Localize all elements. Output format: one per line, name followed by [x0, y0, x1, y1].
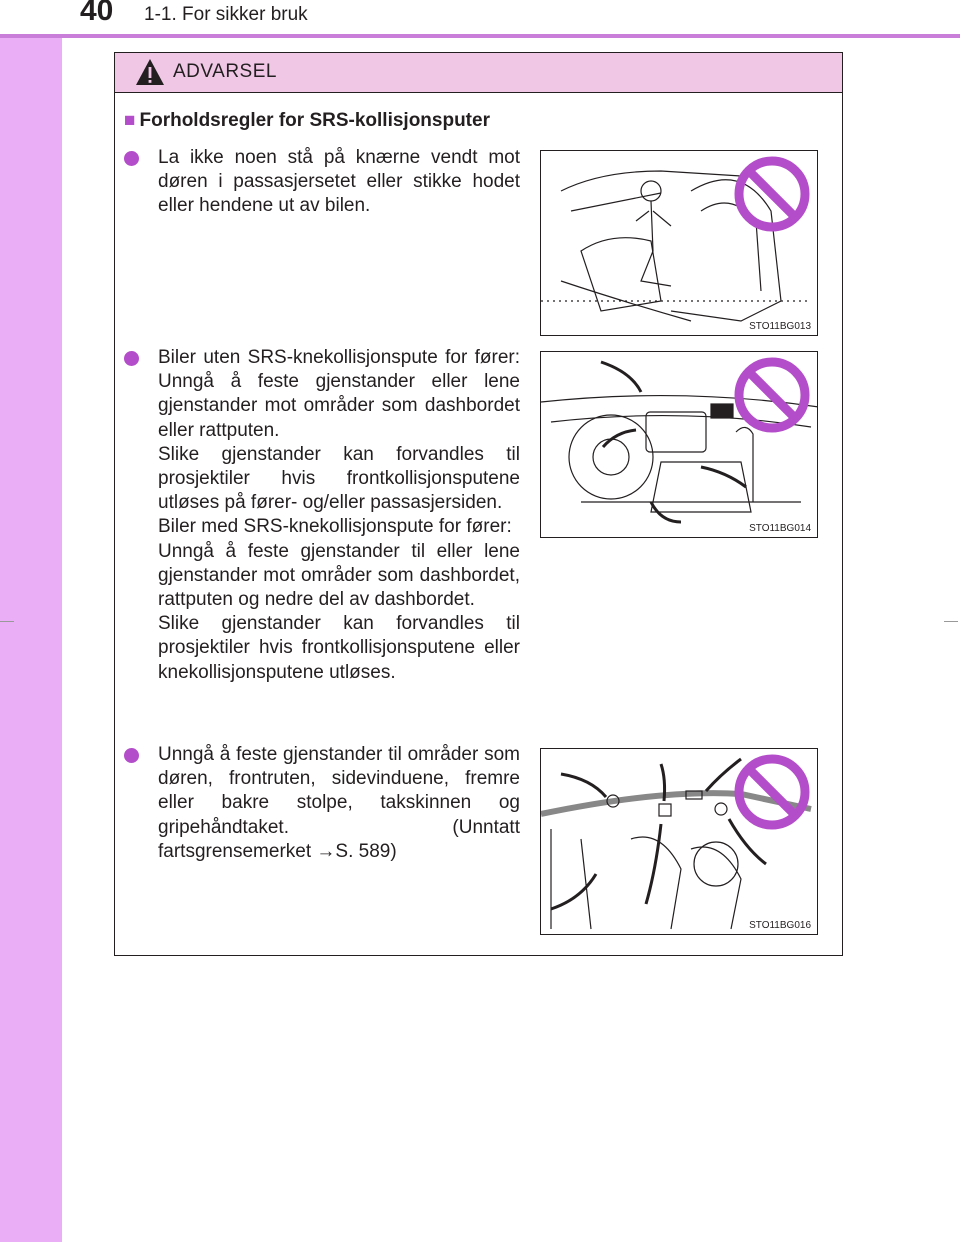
- crop-mark-right: [944, 621, 958, 622]
- prohibited-sign-icon: [733, 356, 811, 434]
- square-bullet-icon: ■: [124, 110, 136, 131]
- warning-item-text: La ikke noen stå på knærne vendt mot døren i passasjersetet eller stikke hodet eller hendene ut av bilen.: [158, 147, 520, 217]
- warning-item-2: [124, 346, 520, 685]
- prohibited-sign-icon: [733, 753, 811, 831]
- figure-code: STO11BG016: [749, 920, 811, 931]
- warning-triangle-icon: [135, 57, 165, 87]
- crop-mark-left: [0, 621, 14, 622]
- figure-code: STO11BG013: [749, 321, 811, 332]
- bullet-dot-icon: [124, 151, 139, 166]
- chapter-title: 1-1. For sikker bruk: [144, 4, 308, 25]
- warning-item-1: [124, 146, 520, 219]
- warning-title: ADVARSEL: [173, 61, 277, 82]
- prohibited-sign-icon: [733, 155, 811, 233]
- illustration-interior-pillars: [540, 748, 818, 935]
- page-number: 40: [80, 0, 114, 27]
- bullet-dot-icon: [124, 351, 139, 366]
- warning-item-3: [124, 743, 520, 864]
- warning-item-text: Biler uten SRS-knekollisjonspute for fører: Unngå å feste gjenstander eller lene gjenstander mot områder som dashbordet eller rattputen. Slike gjenstander kan forvandles til prosjektiler hvis frontkollisjonsputene utløses på fører- og/eller passasjersiden. Biler med SRS-knekollisjonspute for fører: Unngå å feste gjenstander til eller lene gjenstander mot områder som dashbordet, rattputen og nedre del av dashbordet. Slike gjenstander kan forvandles til prosjektiler hvis frontkollisjonsputene eller knekollisjonsputene utløses.: [158, 347, 520, 683]
- section-heading-text: Forholdsregler for SRS-kollisjonsputer: [139, 110, 490, 131]
- illustration-dashboard: [540, 351, 818, 538]
- warning-item-text: Unngå å feste gjenstander til områder som døren, frontruten, sidevinduene, fremre eller bakre stolpe, takskinnen og gripehåndtaket. (Unntatt fartsgrensemerket →S. 589): [158, 744, 520, 862]
- figure-code: STO11BG014: [749, 523, 811, 534]
- section-heading: [124, 110, 490, 132]
- warning-header: [115, 53, 842, 93]
- illustration-kneeling-child: [540, 150, 818, 336]
- bullet-dot-icon: [124, 748, 139, 763]
- header-rule: [0, 34, 960, 38]
